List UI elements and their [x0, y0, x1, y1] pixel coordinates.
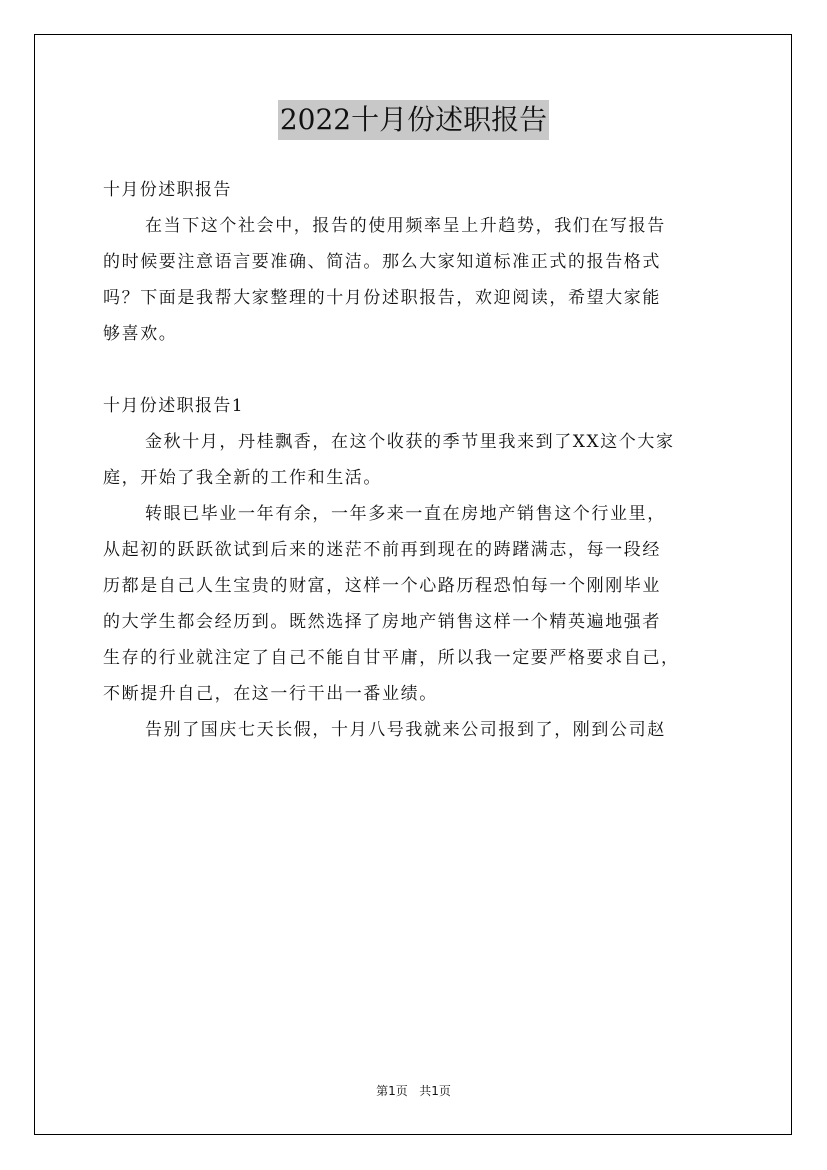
text-line: 够喜欢。 [103, 324, 178, 344]
text-line: 生存的行业就注定了自己不能自甘平庸，所以我一定要严格要求自己， [103, 648, 680, 668]
text-line: 庭，开始了我全新的工作和生活。 [103, 468, 382, 488]
paragraph-spacer [103, 352, 733, 388]
footer-separator [408, 1084, 419, 1098]
text-line: 金秋十月，丹桂飘香，在这个收获的季节里我来到了XX这个大家 [145, 432, 675, 452]
section-heading: 十月份述职报告1 [103, 396, 245, 416]
page-total: 共1页 [419, 1084, 451, 1098]
text-line: 历都是自己人生宝贵的财富，这样一个心路历程恐怕每一个刚刚毕业 [103, 576, 661, 596]
document-body [103, 172, 733, 748]
text-line: 从起初的跃跃欲试到后来的迷茫不前再到现在的踌躇满志，每一段经 [103, 540, 661, 560]
text-line: 吗？下面是我帮大家整理的十月份述职报告，欢迎阅读，希望大家能 [103, 288, 661, 308]
page-footer [0, 1082, 827, 1100]
text-line: 的大学生都会经历到。既然选择了房地产销售这样一个精英遍地强者 [103, 612, 661, 632]
text-line: 告别了国庆七天长假，十月八号我就来公司报到了，刚到公司赵 [145, 720, 666, 740]
text-line: 转眼已毕业一年有余，一年多来一直在房地产销售这个行业里， [145, 504, 666, 524]
title-container [0, 100, 827, 140]
section-heading: 十月份述职报告 [103, 180, 232, 200]
document-title: 2022十月份述职报告 [278, 100, 549, 140]
text-line: 的时候要注意语言要准确、简洁。那么大家知道标准正式的报告格式 [103, 252, 661, 272]
text-line: 在当下这个社会中，报告的使用频率呈上升趋势，我们在写报告 [145, 216, 666, 236]
page-number: 第1页 [376, 1084, 408, 1098]
text-line: 不断提升自己，在这一行干出一番业绩。 [103, 684, 438, 704]
